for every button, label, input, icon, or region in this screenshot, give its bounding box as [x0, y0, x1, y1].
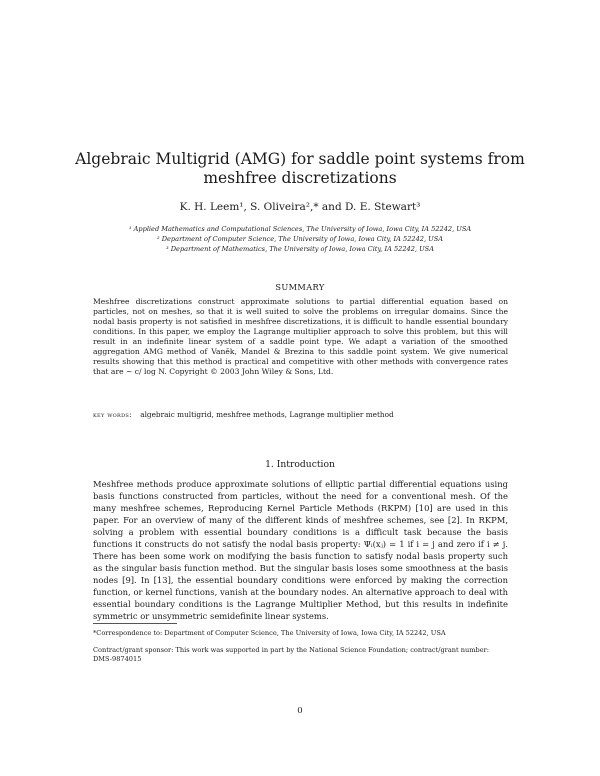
page-number: 0	[297, 706, 303, 716]
summary-heading: SUMMARY	[275, 282, 325, 292]
author-list: K. H. Leem¹, S. Oliveira²,* and D. E. Stewart³	[179, 201, 421, 213]
footnote-divider	[93, 623, 177, 624]
paper-title	[60, 150, 540, 188]
affiliation-2: ² Department of Computer Science, The University of Iowa, Iowa City, IA 52242, USA	[156, 235, 444, 243]
title-line-2: meshfree discretizations	[203, 169, 397, 187]
keywords-label: key words:	[93, 410, 132, 419]
abstract-text: Meshfree discretizations construct approximate solutions to partial differential equation based on particles, not on meshes, so that it is well suited to solve the problems on irregular domains. Since the nodal basis property is not satisfied in meshfree discretizations, it is difficult to handle essential boundary conditions. In this paper, we employ the Lagrange multiplier approach to solve this problem, but this will result in an indefinite linear system of a saddle point type. We adapt a variation of the smoothed aggregation AMG method of Vaněk, Mandel & Brezina to this saddle point system. We give numerical results showing that this method is practical and competitive with other methods with convergence rates that are ∼ c/ log N. Copyright © 2003 John Wiley & Sons, Ltd.	[93, 297, 508, 376]
affiliations	[60, 224, 540, 254]
section-heading-introduction: 1. Introduction	[265, 459, 335, 470]
footnote-grant: Contract/grant sponsor: This work was supported in part by the National Science Foundation; contract/grant number: DMS-9874015	[93, 646, 489, 663]
footnote-correspondence: *Correspondence to: Department of Computer Science, The University of Iowa, Iowa City, IA 52242, USA	[93, 629, 446, 637]
introduction-paragraph: Meshfree methods produce approximate solutions of elliptic partial differential equations using basis functions constructed from particles, without the need for a conventional mesh. Of the many meshfree schemes, Reproducing Kernel Particle Methods (RKPM) [10] are used in this paper. For an overview of many of the different kinds of meshfree schemes, see [2]. In RKPM, solving a problem with essential boundary conditions is a difficult task because the basis functions it constructs do not satisfy the nodal basis property: Ψᵢ(xⱼ) = 1 if i = j and zero if i ≠ j. There has been some work on modifying the basis function to satisfy nodal basis property such as the singular basis function method. But the singular basis loses some smoothness at the basis nodes [9]. In [13], the essential boundary conditions were enforced by making the correction function, or kernel functions, vanish at the boundary nodes. An alternative approach to deal with essential boundary conditions is the Lagrange Multiplier Method, but this results in indefinite symmetric or unsymmetric semidefinite linear systems.	[93, 479, 508, 621]
keywords-values: algebraic multigrid, meshfree methods, Lagrange multiplier method	[140, 410, 394, 419]
affiliation-1: ¹ Applied Mathematics and Computational Sciences, The University of Iowa, Iowa City, IA 52242, USA	[128, 225, 472, 233]
keywords-line	[93, 410, 508, 419]
affiliation-3: ³ Department of Mathematics, The University of Iowa, Iowa City, IA 52242, USA	[166, 245, 434, 253]
title-line-1: Algebraic Multigrid (AMG) for saddle point systems from	[75, 150, 525, 168]
